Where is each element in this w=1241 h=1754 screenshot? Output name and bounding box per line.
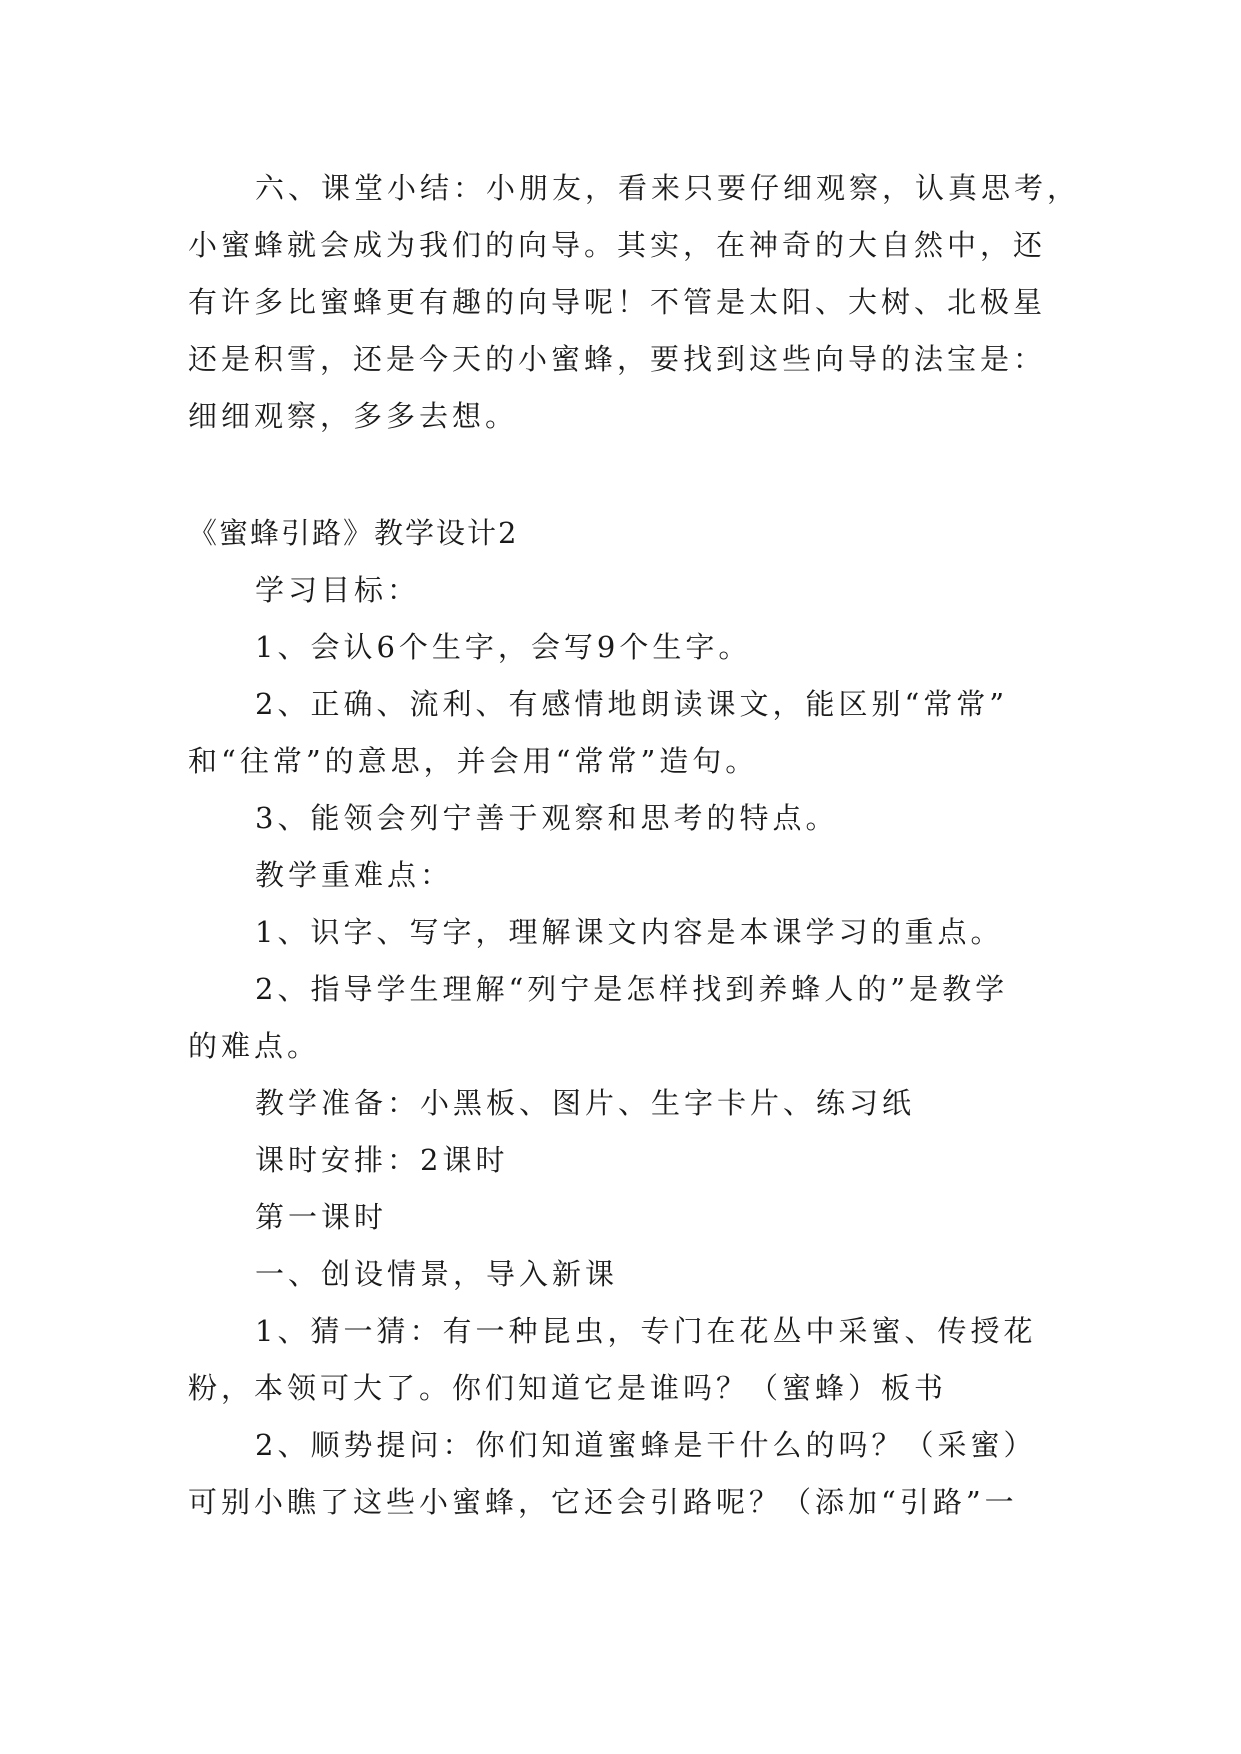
body-line-4: 和“往常”的意思，并会用“常常”造句。 — [188, 744, 759, 778]
body-line-5: 3、能领会列宁善于观察和思考的特点。 — [255, 801, 839, 835]
summary-line-1: 六、课堂小结：小朋友，看来只要仔细观察，认真思考， — [255, 171, 1081, 205]
body-line-12: 第一课时 — [255, 1200, 388, 1234]
body-line-14: 1、猜一猜：有一种昆虫，专门在花丛中采蜜、传授花 — [255, 1314, 1037, 1348]
section-title: 《蜜蜂引路》教学设计2 — [188, 516, 519, 550]
summary-line-5: 细细观察，多多去想。 — [188, 399, 519, 433]
body-line-2: 1、会认6个生字，会写9个生字。 — [255, 630, 752, 664]
body-line-7: 1、识字、写字，理解课文内容是本课学习的重点。 — [255, 915, 1004, 949]
body-line-13: 一、创设情景，导入新课 — [255, 1257, 619, 1291]
body-line-6: 教学重难点： — [255, 858, 454, 892]
body-line-16: 2、顺势提问：你们知道蜜蜂是干什么的吗？（采蜜） — [255, 1428, 1037, 1462]
body-line-11: 课时安排：2课时 — [255, 1143, 509, 1177]
summary-line-2: 小蜜蜂就会成为我们的向导。其实，在神奇的大自然中，还 — [188, 228, 1047, 262]
body-line-17: 可别小瞧了这些小蜜蜂，它还会引路呢？（添加“引路”一 — [188, 1485, 1018, 1519]
body-line-15: 粉，本领可大了。你们知道它是谁吗？（蜜蜂）板书 — [188, 1371, 948, 1405]
body-line-3: 2、正确、流利、有感情地朗读课文，能区别“常常” — [255, 687, 1009, 721]
summary-line-4: 还是积雪，还是今天的小蜜蜂，要找到这些向导的法宝是： — [188, 342, 1047, 376]
summary-line-3: 有许多比蜜蜂更有趣的向导呢！不管是太阳、大树、北极星 — [188, 285, 1047, 319]
body-line-9: 的难点。 — [188, 1029, 321, 1063]
body-line-8: 2、指导学生理解“列宁是怎样找到养蜂人的”是教学 — [255, 972, 1009, 1006]
body-line-10: 教学准备：小黑板、图片、生字卡片、练习纸 — [255, 1086, 916, 1120]
body-line-1: 学习目标： — [255, 573, 421, 607]
